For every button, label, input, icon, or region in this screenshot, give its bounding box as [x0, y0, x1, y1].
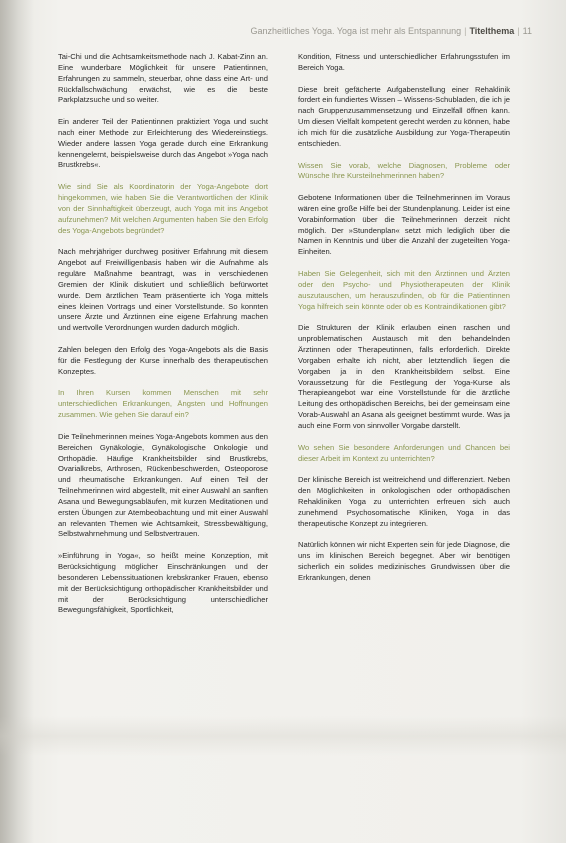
body-paragraph: Gebotene Informationen über die Teilnehmerinnen im Voraus wären eine große Hilfe bei der Stundenplanung. Leider ist eine Vorabinformation über die Teilnehmerinnen derzeit nicht möglich. Der »Stundenplan« setzt mich lediglich über die Namen in Kenntnis und über die Anzahl der zugeteilten Yoga-Einheiten.	[298, 193, 510, 257]
body-paragraph: Ein anderer Teil der Patientinnen praktiziert Yoga und sucht nach einer Methode zur Erleichterung des Wiedereinstiegs. Wieder andere lassen Yoga gerade durch eine Erkrankung kennengelernt, beispielsweise durch das Angebot »Yoga nach Brustkrebs«.	[58, 117, 268, 170]
interview-question: In Ihren Kursen kommen Menschen mit sehr unterschiedlichen Erkrankungen, Ängsten und Hoffnungen zusammen. Wie gehen Sie darauf ein?	[58, 388, 268, 420]
body-paragraph: Zahlen belegen den Erfolg des Yoga-Angebots als die Basis für die Festlegung der Kurse innerhalb des therapeutischen Konzeptes.	[58, 344, 268, 376]
body-paragraph: Natürlich können wir nicht Experten sein für jede Diagnose, die uns im klinischen Bereich begegnet. Aber wir benötigen sicherlich ein solides medizinisches Grundwissen über die Erkrankungen, denen	[298, 540, 510, 582]
body-paragraph: Tai-Chi und die Achtsamkeitsmethode nach J. Kabat-Zinn an. Eine wunderbare Möglichkeit für unsere Patientinnen, Erfahrungen zu sammeln, steuerbar, ohne dass eine Art- und Rückfallschwächung erwächst, wie es die beste Parkplatzsuche und so weiter.	[58, 52, 268, 105]
body-paragraph: Der klinische Bereich ist weitreichend und differenziert. Neben den Möglichkeiten in onkologischen oder orthopädischen Rehakliniken Yoga zu unterrichten erfreuen sich auch zunehmend Psychosomatische Kliniken, Yoga in das therapeutische Konzept zu integrieren.	[298, 475, 510, 528]
body-paragraph: Kondition, Fitness und unterschiedlicher Erfahrungsstufen im Bereich Yoga.	[298, 52, 510, 72]
running-header	[250, 26, 532, 36]
interview-question: Wo sehen Sie besondere Anforderungen und Chancen bei dieser Arbeit im Kontext zu unterrichten?	[298, 442, 510, 463]
body-paragraph: Diese breit gefächerte Aufgabenstellung einer Rehaklinik fordert ein fundiertes Wissen – Wissens-Schubladen, die ich je nach Gruppenzusammensetzung und Einzelfall öffnen kann. Um diesen Vielfalt kompetent gerecht werden zu können, habe ich mich für die zusätzliche Ausbildung zur Yoga-Therapeutin entschieden.	[298, 84, 510, 148]
header-separator: |	[464, 26, 467, 36]
header-section: Ganzheitliches Yoga. Yoga ist mehr als Entspannung	[250, 26, 462, 36]
body-paragraph: Nach mehrjähriger durchweg positiver Erfahrung mit diesem Angebot auf Freiwilligenbasis haben wir die Aufnahme als reguläre Maßnahme beantragt, was in verschiedenen Gremien der Klinik diskutiert und schließlich befürwortet wurde. Dem ärztlichen Team präsentierte ich Yoga mittels eines kleinen Vortrags und einer Vorstellstunde. So konnten unsere Ärzte und Ärztinnen eine eigene Erfahrung machen und wertvolle Verordnungen wurden dadurch möglich.	[58, 247, 268, 333]
interview-question: Wissen Sie vorab, welche Diagnosen, Probleme oder Wünsche Ihre Kursteilnehmerinnen haben?	[298, 160, 510, 181]
header-title: Titelthema	[469, 26, 515, 36]
body-paragraph: »Einführung in Yoga«, so heißt meine Konzeption, mit Berücksichtigung möglicher Einschränkungen und der besonderen Lebenssituationen krebskranker Frauen, ebenso mit der Berücksichtigung orthopädischer Krankheitsbilder und mit der Berücksichtigung unterschiedlicher Bewegungsfähigkeit, Sportlichkeit,	[58, 551, 268, 615]
body-paragraph: Die Teilnehmerinnen meines Yoga-Angebots kommen aus den Bereichen Gynäkologie, Gynäkologische Onkologie und Orthopädie. Häufige Krankheitsbilder sind Brustkrebs, Ovarialkrebs, Arthrosen, Rückenbeschwerden, Osteoporose und rheumatische Erkrankungen. Auf einen Teil der Teilnehmerinnen wird abgestellt, mit einer Auswahl an sanften Asana und Bewegungsabläufen, mit kurzen Meditationen und ersten Übungen zur Atembeobachtung und mit einer Auswahl an relevanten Themen wie Achtsamkeit, Stressbewältigung, Selbstwahrnehmung und Selbstvertrauen.	[58, 431, 268, 539]
interview-question: Haben Sie Gelegenheit, sich mit den Ärztinnen und Ärzten oder den Psycho- und Physiotherapeuten der Klinik auszutauschen, um herauszufinden, ob für die Patientinnen Yoga hilfreich sein könnte oder ob es Kontraindikationen gibt?	[298, 269, 510, 311]
page-number: 11	[522, 26, 532, 36]
left-column	[58, 52, 268, 627]
right-column	[298, 52, 510, 595]
interview-question: Wie sind Sie als Koordinatorin der Yoga-Angebote dort hingekommen, wie haben Sie die Verantwortlichen der Klinik von der Sinnhaftigkeit überzeugt, auch Yoga mit ins Angebot aufzunehmen? Mit welchen Argumenten haben Sie den Erfolg des Yoga-Angebots begründet?	[58, 182, 268, 235]
fold-shadow	[0, 716, 566, 756]
header-separator: |	[517, 26, 520, 36]
body-paragraph: Die Strukturen der Klinik erlauben einen raschen und unproblematischen Austausch mit den behandelnden Ärztinnen oder Therapeutinnen, falls erforderlich. Direkte Vorgaben erhalte ich nicht, aber letztendlich liegen die Vorgaben ja in den Krankheitsbildern selbst. Eine Voraussetzung für die Festlegung der Yoga-Kurse als Therapieangebot war eine Vorstellstunde für die ärztliche Leitung des orthopädischen Bereichs, bei der gemeinsam eine Vorab-Auswahl an Asana als geeignet bestimmt wurde. Was ja auch eine Form von sinnvoller Vorgabe darstellt.	[298, 323, 510, 430]
